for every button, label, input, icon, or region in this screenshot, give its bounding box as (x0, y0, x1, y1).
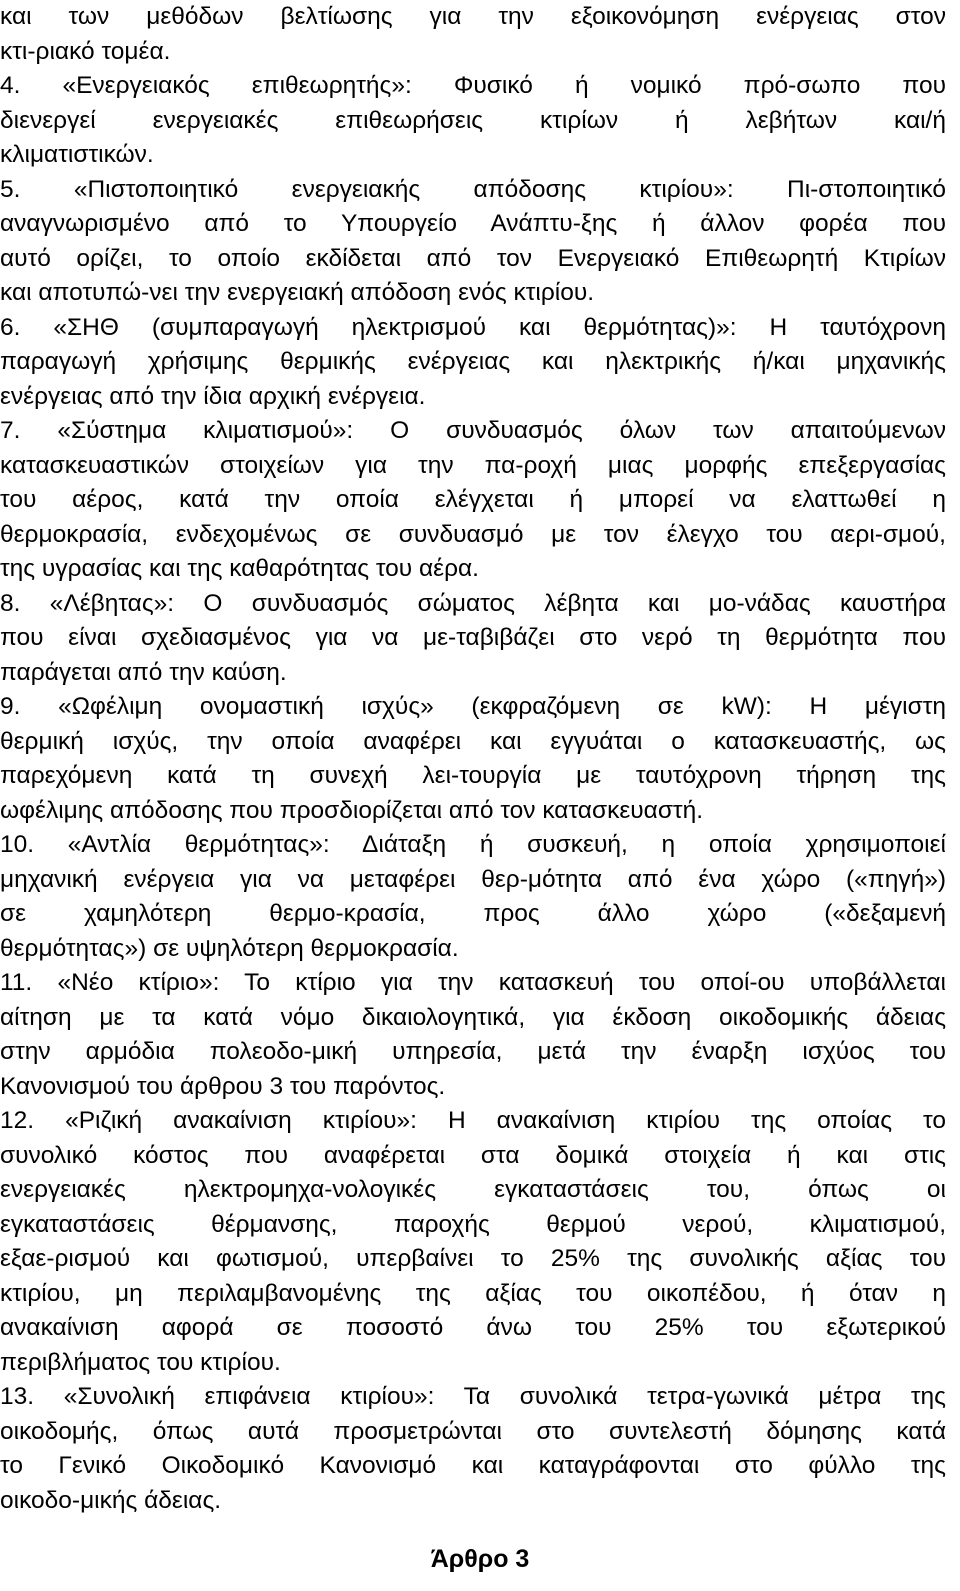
paragraph-line: ενεργειακές ηλεκτρομηχα-νολογικές εγκαταστάσεις του, όπως οι (0, 1176, 946, 1203)
paragraph-line: ωφέλιμης απόδοσης που προσδιορίζεται από τον κατασκευαστή. (0, 796, 704, 824)
paragraph-line: 12. «Ριζική ανακαίνιση κτιρίου»: Η ανακαίνιση κτιρίου της οποίας το (0, 1107, 946, 1134)
paragraph-line: 7. «Σύστημα κλιματισμού»: Ο συνδυασμός όλων των απαιτούμενων (0, 417, 946, 444)
paragraph-line: οικοδομής, όπως αυτά προσμετρώνται στο συντελεστή δόμησης κατά (0, 1417, 946, 1445)
paragraph-line: συνολικό κόστος που αναφέρεται στα δομικά στοιχεία ή και στις (0, 1141, 946, 1169)
paragraph-line: διενεργεί ενεργειακές επιθεωρήσεις κτιρίων ή λεβήτων και/ή (0, 106, 946, 134)
paragraph-line: αναγνωρισμένο από το Υπουργείο Ανάπτυ-ξης ή άλλον φορέα που (0, 210, 946, 237)
paragraph-line: 9. «Ωφέλιμη ονομαστική ισχύς» (εκφραζόμενη σε kW): Η μέγιστη (0, 693, 946, 720)
paragraph-line: 13. «Συνολική επιφάνεια κτιρίου»: Τα συνολικά τετρα-γωνικά μέτρα της (0, 1383, 946, 1410)
paragraph-line: θερμότητας») σε υψηλότερη θερμοκρασία. (0, 934, 459, 962)
paragraph-line: 11. «Νέο κτίριο»: Το κτίριο για την κατασκευή του οποί-ου υποβάλλεται (0, 969, 946, 996)
paragraph-line: παρεχόμενη κατά τη συνεχή λει-τουργία με ταυτόχρονη τήρηση της (0, 762, 946, 789)
paragraph-line: 10. «Αντλία θερμότητας»: Διάταξη ή συσκευή, η οποία χρησιμοποιεί (0, 831, 946, 858)
paragraph-line: και των μεθόδων βελτίωσης για την εξοικονόμηση ενέργειας στον (0, 3, 946, 30)
paragraph-line: της υγρασίας και της καθαρότητας του αέρα. (0, 555, 479, 582)
paragraph-line: 4. «Ενεργειακός επιθεωρητής»: Φυσικό ή νομικό πρό-σωπο που (0, 72, 946, 99)
paragraph-line: ενέργειας από την ίδια αρχική ενέργεια. (0, 382, 426, 410)
paragraph-line: μηχανική ενέργεια για να μεταφέρει θερ-μότητα από ένα χώρο («πηγή») (0, 865, 946, 893)
paragraph-line: εξαε-ρισμού και φωτισμού, υπερβαίνει το 25% της συνολικής αξίας του (0, 1245, 946, 1272)
paragraph-line: κλιματιστικών. (0, 141, 154, 168)
paragraph-line: ανακαίνιση αφορά σε ποσοστό άνω του 25% του εξωτερικού (0, 1314, 946, 1341)
paragraph-line: του αέρος, κατά την οποία ελέγχεται ή μπορεί να ελαττωθεί η (0, 486, 946, 513)
paragraph-line: 6. «ΣΗΘ (συμπαραγωγή ηλεκτρισμού και θερμότητας)»: Η ταυτόχρονη (0, 313, 946, 341)
paragraph-line: παράγεται από την καύση. (0, 658, 287, 686)
paragraph-line: στην αρμόδια πολεοδο-μική υπηρεσία, μετά την έναρξη ισχύος του (0, 1038, 946, 1065)
paragraph-line: που είναι σχεδιασμένος για να με-ταβιβάζει στο νερό τη θερμότητα που (0, 624, 946, 651)
paragraph-line: κατασκευαστικών στοιχείων για την πα-ροχή μιας μορφής επεξεργασίας (0, 451, 946, 479)
paragraph-line: περιβλήματος του κτιρίου. (0, 1348, 281, 1376)
paragraph-line: το Γενικό Οικοδομικό Κανονισμό και καταγράφονται στο φύλλο της (0, 1452, 946, 1479)
paragraph-line: θερμοκρασία, ενδεχομένως σε συνδυασμό με τον έλεγχο του αερι-σμού, (0, 520, 946, 548)
paragraph-line: οικοδο-μικής άδειας. (0, 1486, 222, 1514)
paragraph-line: αυτό ορίζει, το οποίο εκδίδεται από τον Ενεργειακό Επιθεωρητή Κτιρίων (0, 244, 946, 272)
paragraph-line: εγκαταστάσεις θέρμανσης, παροχής θερμού νερού, κλιματισμού, (0, 1210, 946, 1238)
paragraph-line: κτιρίου, μη περιλαμβανομένης της αξίας του οικοπέδου, ή όταν η (0, 1279, 946, 1307)
paragraph-line: θερμική ισχύς, την οποία αναφέρει και εγγυάται ο κατασκευαστής, ως (0, 727, 946, 755)
paragraph-line: 8. «Λέβητας»: Ο συνδυασμός σώματος λέβητα και μο-νάδας καυστήρα (0, 589, 946, 617)
paragraph-line: παραγωγή χρήσιμης θερμικής ενέργειας και ηλεκτρικής ή/και μηχανικής (0, 348, 946, 375)
paragraph-line: κτι-ριακό τομέα. (0, 37, 171, 65)
paragraph-line: σε χαμηλότερη θερμο-κρασία, προς άλλο χώρο («δεξαμενή (0, 900, 946, 927)
article-heading: Άρθρο 3 (430, 1545, 530, 1573)
paragraph-line: Κανονισμού του άρθρου 3 του παρόντος. (0, 1072, 446, 1100)
paragraph-line: και αποτυπώ-νει την ενεργειακή απόδοση ενός κτιρίου. (0, 279, 595, 306)
paragraph-line: 5. «Πιστοποιητικό ενεργειακής απόδοσης κτιρίου»: Πι-στοποιητικό (0, 175, 946, 203)
paragraph-line: αίτηση με τα κατά νόμο δικαιολογητικά, για έκδοση οικοδομικής άδειας (0, 1003, 946, 1031)
